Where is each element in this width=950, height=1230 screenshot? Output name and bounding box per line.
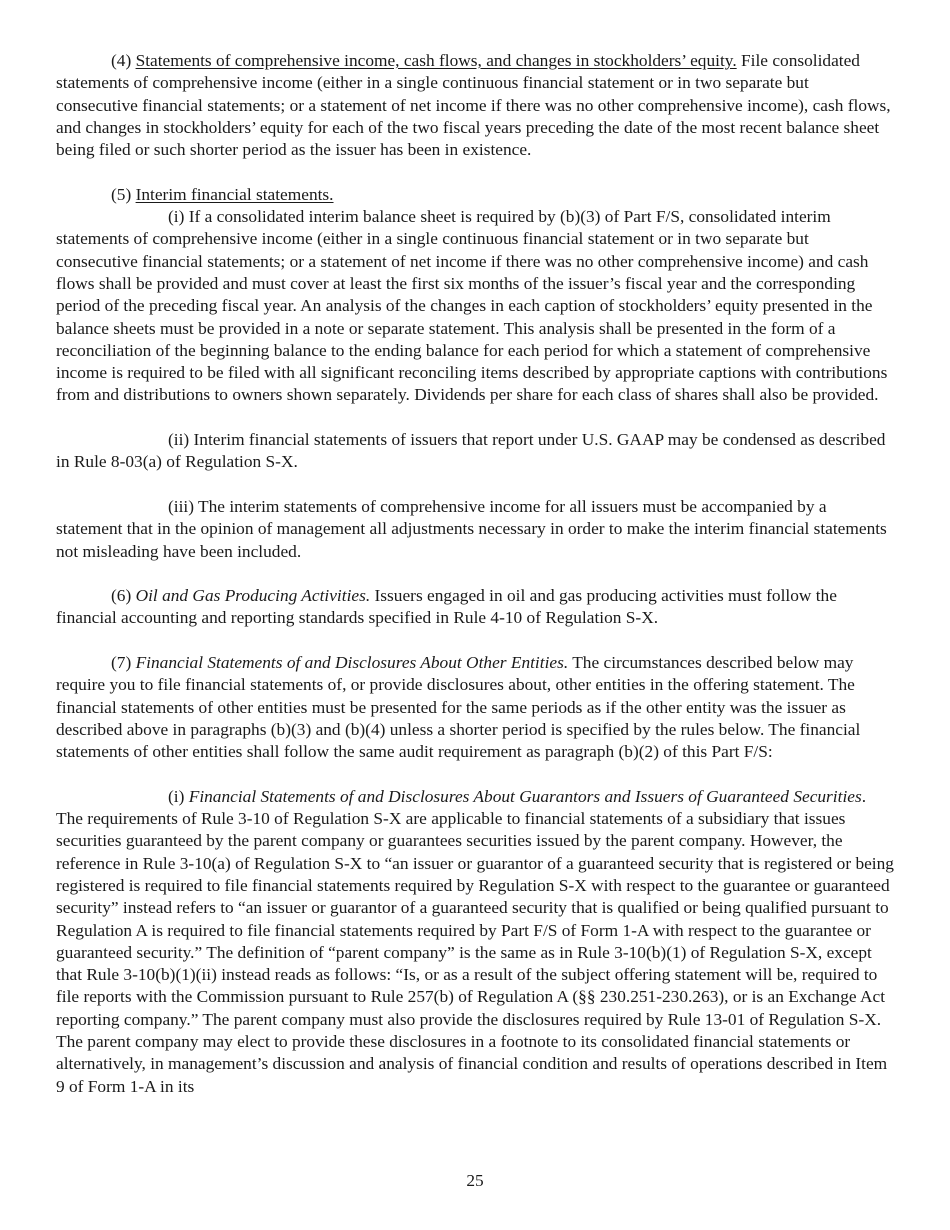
paragraph-7-i (56, 786, 894, 1098)
paragraph-5-iii: (iii) The interim statements of comprehensive income for all issuers must be accompanied by a statement that in the opinion of management all adjustments necessary in order to make the interim financial statements not misleading have been included. (56, 496, 887, 561)
paragraph-number: (5) (111, 184, 132, 204)
paragraph-body: Issuers engaged in oil and gas producing activities must follow the financial accounting and reporting standards specified in Rule 4-10 of Regulation S-X. (56, 586, 837, 628)
paragraph-heading: Oil and Gas Producing Activities. (135, 586, 371, 606)
paragraph-body: The circumstances described below may require you to file financial statements of, or provide disclosures about, other entities in the offering statement. The financial statements of other entities must be presented for the same periods as if the other entity was the issuer as described above in paragraphs (b)(3) and (b)(4) unless a shorter period is specified by the rules below. The financial statements of other entities shall follow the same audit requirement as paragraph (b)(2) of this Part F/S: (56, 653, 861, 762)
page-number: 25 (466, 1171, 484, 1190)
paragraph-heading: Financial Statements of and Disclosures About Other Entities. (135, 653, 569, 673)
paragraph-number: (6) (111, 586, 132, 606)
paragraph-5-ii: (ii) Interim financial statements of issuers that report under U.S. GAAP may be condensed as described in Rule 8-03(a) of Regulation S-X. (56, 430, 886, 472)
paragraph-number: (7) (111, 653, 132, 673)
paragraph-number: (i) (168, 786, 185, 806)
paragraph-body: File consolidated statements of comprehensive income (either in a single continuous financial statement or in two separate but consecutive financial statements; or a statement of net income if there was no other comprehensive income), cash flows, and changes in stockholders’ equity for each of the two fiscal years preceding the date of the most recent balance sheet being filed or such shorter period as the issuer has been in existence. (56, 51, 891, 160)
paragraph-heading: Interim financial statements. (135, 184, 334, 204)
document-page (56, 50, 894, 1098)
paragraph-4 (56, 50, 894, 161)
paragraph-6 (56, 585, 894, 630)
paragraph-7 (56, 652, 894, 763)
paragraph-number: (4) (111, 51, 132, 70)
paragraph-heading: Financial Statements of and Disclosures About Guarantors and Issuers of Guaranteed Securities (188, 786, 862, 806)
paragraph-heading: Statements of comprehensive income, cash flows, and changes in stockholders’ equity. (135, 51, 737, 70)
paragraph-5-i: (i) If a consolidated interim balance sheet is required by (b)(3) of Part F/S, consolidated interim statements of comprehensive income (either in a single continuous financial statement or in two separate but consecutive financial statements; or a statement of net income if there was no other comprehensive income) and cash flows shall be provided and must cover at least the first six months of the issuer’s fiscal year and the corresponding period of the preceding fiscal year. An analysis of the changes in each caption of stockholders’ equity presented in the balance sheets must be provided in a note or separate statement. This analysis shall be presented in the form of a reconciliation of the beginning balance to the ending balance for each period for which a statement of comprehensive income is required to be filed with all significant reconciling items described by appropriate captions with contributions from and distributions to owners shown separately. Dividends per share for each class of shares shall also be provided. (56, 207, 888, 405)
paragraph-5 (56, 184, 894, 206)
paragraph-body: . The requirements of Rule 3-10 of Regulation S-X are applicable to financial statements of a subsidiary that issues securities guaranteed by the parent company or guarantees securities issued by the parent company. However, the reference in Rule 3-10(a) of Regulation S-X to “an issuer or guarantor of a guaranteed security that is registered or being registered is required to file financial statements required by Regulation S-X with respect to the guarantee or guaranteed security” instead refers to “an issuer or guarantor of a guaranteed security that is qualified or being qualified pursuant to Regulation A is required to file financial statements required by Part F/S of Form 1-A with respect to the guarantee or guaranteed security.” The definition of “parent company” is the same as in Rule 3-10(b)(1) of Regulation S-X, except that Rule 3-10(b)(1)(ii) instead reads as follows: “Is, or as a result of the subject offering statement will be, required to file reports with the Commission pursuant to Rule 257(b) of Regulation A (§§ 230.251-230.263), or is an Exchange Act reporting company.” The parent company must also provide the disclosures required by Rule 13-01 of Regulation S-X. The parent company may elect to provide these disclosures in a footnote to its consolidated financial statements or alternatively, in management’s discussion and analysis of financial condition and results of operations described in Item 9 of Form 1-A in its (56, 786, 894, 1096)
